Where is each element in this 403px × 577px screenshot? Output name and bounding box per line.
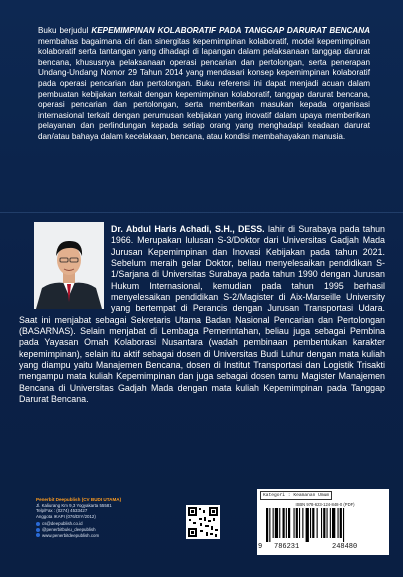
qr-code bbox=[186, 505, 220, 539]
publisher-name: Penerbit Deepublish (CV BUDI UTAMA) bbox=[36, 497, 122, 502]
section-divider bbox=[0, 212, 403, 213]
author-bio bbox=[19, 224, 385, 406]
publisher-phone: Telp/Fax : (0274) 4533427 bbox=[36, 508, 88, 514]
synopsis-lead: Buku berjudul bbox=[38, 26, 92, 35]
instagram-icon bbox=[36, 528, 40, 532]
photo-spacer bbox=[19, 224, 111, 311]
synopsis bbox=[38, 26, 370, 143]
category-label: Kategori : Keamanan Umum bbox=[260, 491, 332, 500]
publisher-member: Anggota IKAPI (076/DIY/2012) bbox=[36, 513, 96, 519]
barcode-bars bbox=[262, 508, 382, 542]
publisher-address: Jl. Kaliurang Km 9,3 Yogyakarta 55581 bbox=[36, 502, 112, 508]
barcode-digits-right: 248480 bbox=[332, 543, 358, 551]
web-icon bbox=[36, 533, 40, 537]
book-title: KEPEMIMPINAN KOLABORATIF PADA TANGGAP DARURAT BENCANA bbox=[91, 26, 371, 35]
email-icon bbox=[36, 522, 40, 526]
barcode-digit-prefix: 9 bbox=[258, 543, 263, 551]
publisher-social: @penerbitbuku_deepublish bbox=[42, 526, 96, 532]
barcode-digits-left: 786231 bbox=[274, 543, 300, 551]
publisher-email: cs@deepublish.co.id bbox=[42, 521, 83, 527]
synopsis-body: membahas bagaimana ciri dan sinergitas kepemimpinan kolaboratif, model kepemimpinan kolaboratif serta tantangan yang dihadapi di lapangan dalam pelaksanaan tanggap darurat bencana, khususnya pelaksanaan operasi pencarian dan pertolongan, serta penerapan Undang-Undang Nomor 29 Tahun 2014 yang mendasari konsep kepemimpinan kolaboratif pada operasi pencarian dan pertolongan. Buku referensi ini dapat menjadi acuan dalam pembuatan kebijakan terkait dengan kepemimpinan kolaboratif, tanggap darurat bencana, operasi pencarian dan pertolongan, serta memberikan masukan kepada organisasi internasional terkait dengan perumusan kebijakan yang inovatif dalam upaya memberikan pelayanan dan perlindungan kepada setiap orang yang menghadapi keadaan darurat dan/atau bahaya dalam kecelakaan, bencana, atau kondisi membahayakan manusia. bbox=[38, 36, 370, 141]
publisher-info bbox=[36, 497, 156, 538]
publisher-website: www.penerbitdeepublish.com bbox=[42, 532, 100, 538]
author-name: Dr. Abdul Haris Achadi, S.H., DESS. bbox=[111, 224, 265, 234]
isbn-text: ISBN 978-623-124-848-0 (PDF) bbox=[295, 502, 355, 507]
author-bio-text: lahir di Surabaya pada tahun 1966. Merupakan lulusan S-3/Doktor dari Universitas Gadjah Mada Jurusan Kepemimpinan dan Inovasi Kebijakan pada tahun 2021. Sebelum meraih gelar Doktor, beliau menyelesaikan pendidikan S-1/Sarjana di Universitas Surabaya pada tahun 1990 dengan Jurusan Hukum Internasional, kemudian pada tahun 1995 berhasil menyelesaikan pendidikan S-2/Magister di Aix-Marseille University yang bertempat di Perancis dengan Jurusan Transportasi Udara. Saat ini menjabat sebagai Sekretaris Utama Badan Nasional Pencarian dan Pertolongan (BASARNAS). Selain menjabat di Lembaga Pemerintahan, beliau juga sebagai Pembina pada Yayasan Omah Kolaborasi Nusantara (wadah pembinaan pembentukan karakter kepemimpinan), selain itu aktif sebagai dosen di Universitas Budi Luhur dengan mata kuliah yang diampu yaitu Manajemen Bencana, dosen di Institut Transportasi dan Logistik Trisakti mengampu mata kuliah Kepemimpinan dan juga sebagai dosen tamu Magister Manajemen Bencana di Universitas Gadjah Mada dengan mata kuliah Kepemimpinan pada Tanggap Darurat Bencana. bbox=[19, 224, 385, 405]
